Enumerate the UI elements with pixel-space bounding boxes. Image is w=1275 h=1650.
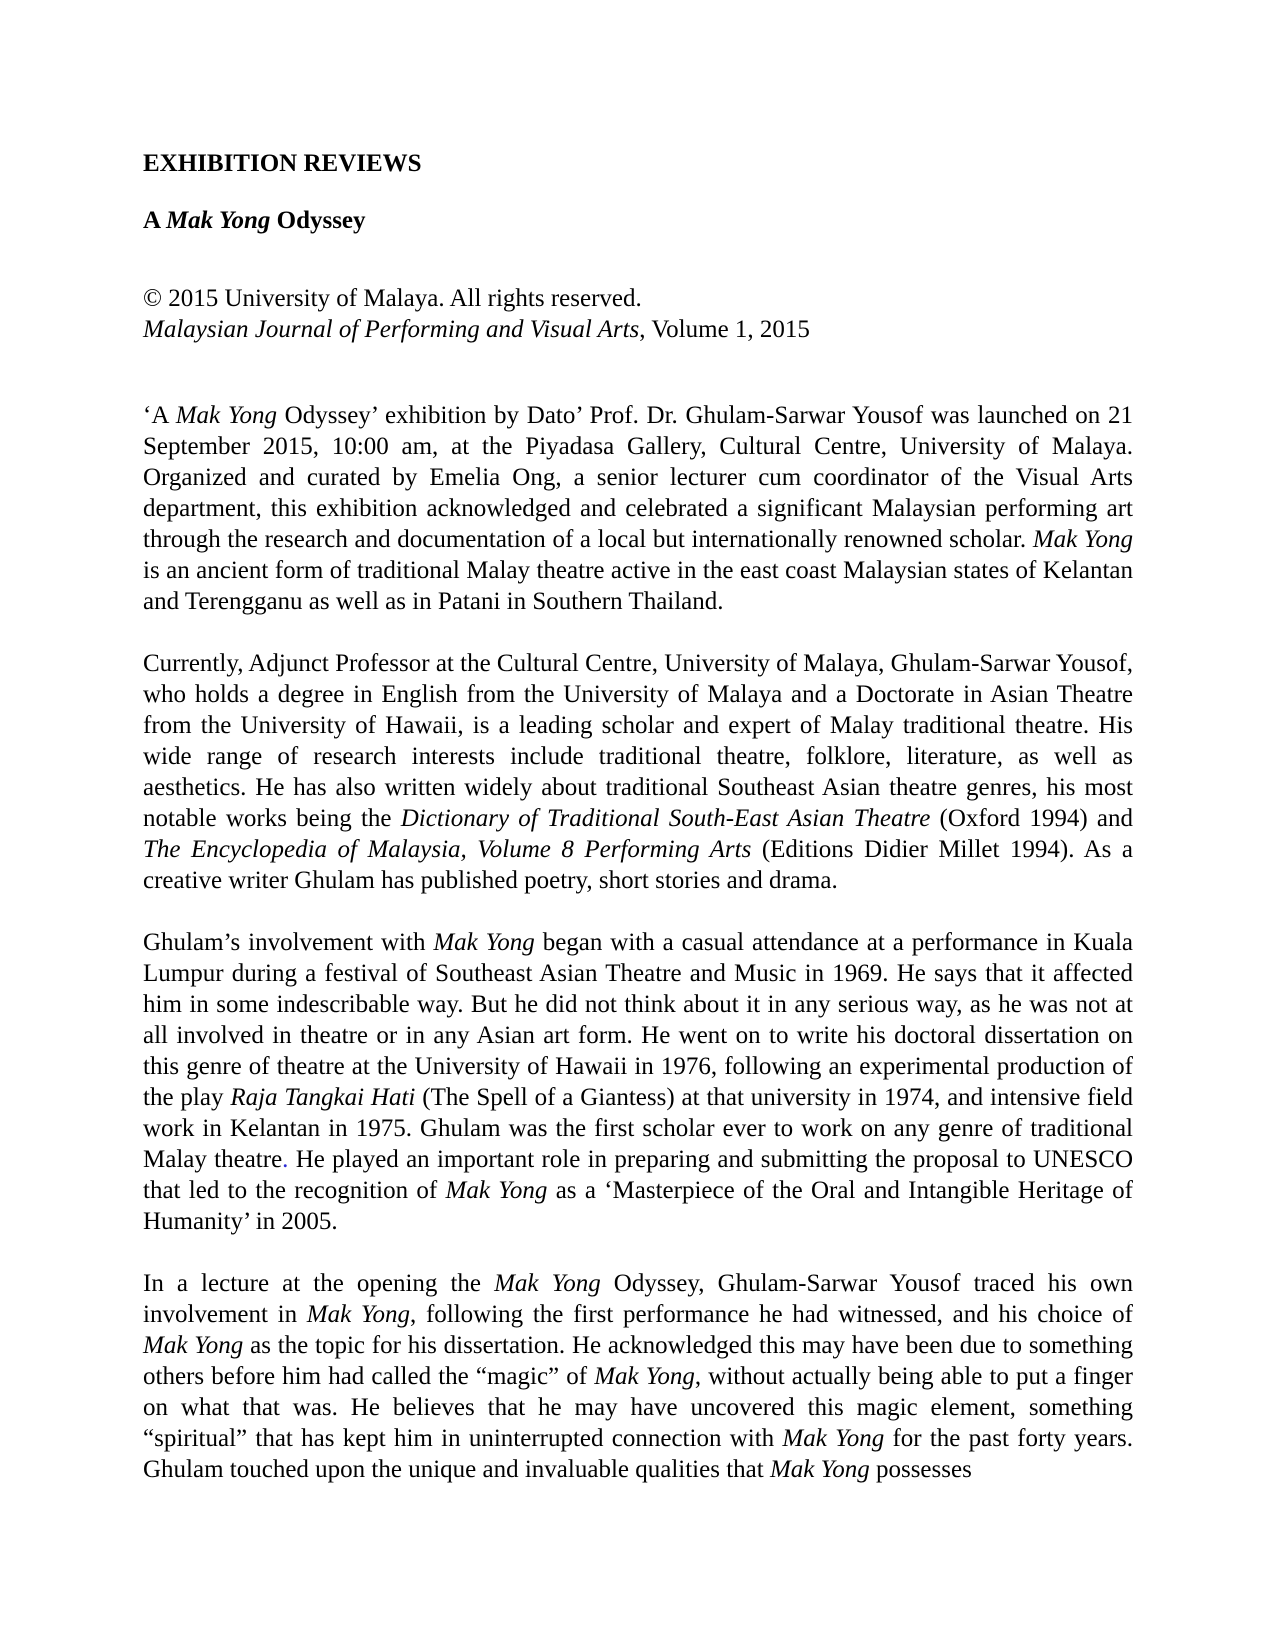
text-segment: as the topic for his dissertation. He acknowledged this may have been due to something others before him had called the “magic” of — [143, 1332, 1133, 1390]
text-segment: is an ancient form of traditional Malay theatre active in the east coast Malaysian states of Kelantan and Terengganu as well as in Patani in Southern Thailand. — [143, 557, 1133, 615]
text-segment: for the past forty years. Ghulam touched upon the unique and invaluable qualities that — [143, 1425, 1134, 1483]
text-segment: (The Spell of a Giantess) at that university in 1974, and intensive field work in Kelantan in 1975. Ghulam was the first scholar ever to work on any genre of traditional Malay theatre — [143, 1084, 1133, 1173]
text-segment: Mak Yong — [594, 1363, 695, 1390]
text-segment: Malaysian Journal of Performing and Visual Arts — [143, 316, 640, 343]
text-segment: Currently, Adjunct Professor at the Cultural Centre, University of Malaya, Ghulam-Sarwar Yousof, who holds a degree in English from the University of Malaya and a Doctorate in Asian Theatre from the University of Hawaii, is a leading scholar and expert of Malay traditional theatre. His wide range of research interests include traditional theatre, folklore, literature, as well as aesthetics. He has also written widely about traditional Southeast Asian theatre genres, his most notable works being the — [143, 650, 1133, 832]
text-segment: The Encyclopedia of Malaysia, Volume 8 Performing Arts — [143, 836, 752, 863]
text-segment: Ghulam’s involvement with — [143, 929, 434, 956]
text-segment: ‘A — [143, 402, 176, 429]
text-segment: . — [282, 1146, 289, 1173]
text-segment: A — [143, 207, 166, 234]
text-segment: Mak Yong — [769, 1456, 870, 1483]
body-paragraph-1 — [143, 400, 1133, 617]
text-segment: began with a casual attendance at a performance in Kuala Lumpur during a festival of Southeast Asian Theatre and Music in 1969. He says that it affected him in some indescribable way. But he did not think about it in any serious way, as he was not at all involved in theatre or in any Asian art form. He went on to write his doctoral dissertation on this genre of theatre at the University of Hawaii in 1976, following an experimental production of the play — [143, 929, 1134, 1111]
text-segment: Mak Yong — [165, 207, 271, 234]
body-paragraph-2 — [143, 648, 1133, 896]
text-segment: Mak Yong — [306, 1301, 411, 1328]
journal-line — [143, 314, 1133, 345]
copyright-line: © 2015 University of Malaya. All rights reserved. — [143, 285, 642, 312]
text-segment: Mak Yong — [433, 929, 535, 956]
text-segment: (Editions Didier Millet 1994). As a creative writer Ghulam has published poetry, short stories and drama. — [143, 836, 1133, 894]
text-segment: , following the first performance he had witnessed, and his choice of — [410, 1301, 1133, 1328]
text-segment: Odyssey, Ghulam-Sarwar Yousof traced his own involvement in — [143, 1270, 1133, 1328]
text-segment: Mak Yong — [782, 1425, 885, 1452]
text-segment: Mak Yong — [494, 1270, 601, 1297]
text-segment: Dictionary of Traditional South-East Asian Theatre — [400, 805, 931, 832]
text-segment: He played an important role in preparing and submitting the proposal to UNESCO that led to the recognition of — [143, 1146, 1134, 1204]
text-segment: Mak Yong — [445, 1177, 548, 1204]
text-segment: Raja Tangkai Hati — [230, 1084, 416, 1111]
text-segment: , Volume 1, 2015 — [639, 316, 810, 343]
text-segment: Mak Yong — [175, 402, 277, 429]
text-segment: , without actually being able to put a finger on what that was. He believes that he may have uncovered this magic element, something “spiritual” that has kept him in uninterrupted connection with — [143, 1363, 1133, 1452]
text-segment: Mak Yong — [1032, 526, 1134, 553]
article-title — [143, 205, 1133, 236]
text-segment: In a lecture at the opening the — [143, 1270, 495, 1297]
text-segment: (Oxford 1994) and — [930, 805, 1133, 832]
imprint-block — [143, 283, 1133, 345]
body-paragraph-4 — [143, 1268, 1133, 1485]
section-heading: EXHIBITION REVIEWS — [143, 150, 422, 177]
text-segment: Odyssey’ exhibition by Dato’ Prof. Dr. Ghulam-Sarwar Yousof was launched on 21 September 2015, 10:00 am, at the Piyadasa Gallery, Cultural Centre, University of Malaya. Organized and curated by Emelia Ong, a senior lecturer cum coordinator of the Visual Arts department, this exhibition acknowledged and celebrated a significant Malaysian performing art through the research and documentation of a local but internationally renowned scholar. — [143, 402, 1134, 553]
body-paragraph-3 — [143, 927, 1133, 1237]
text-segment: Mak Yong — [143, 1332, 244, 1359]
text-segment: possesses — [869, 1456, 972, 1483]
text-segment: as a ‘Masterpiece of the Oral and Intangible Heritage of Humanity’ in 2005. — [143, 1177, 1133, 1235]
text-segment: Odyssey — [270, 207, 366, 234]
